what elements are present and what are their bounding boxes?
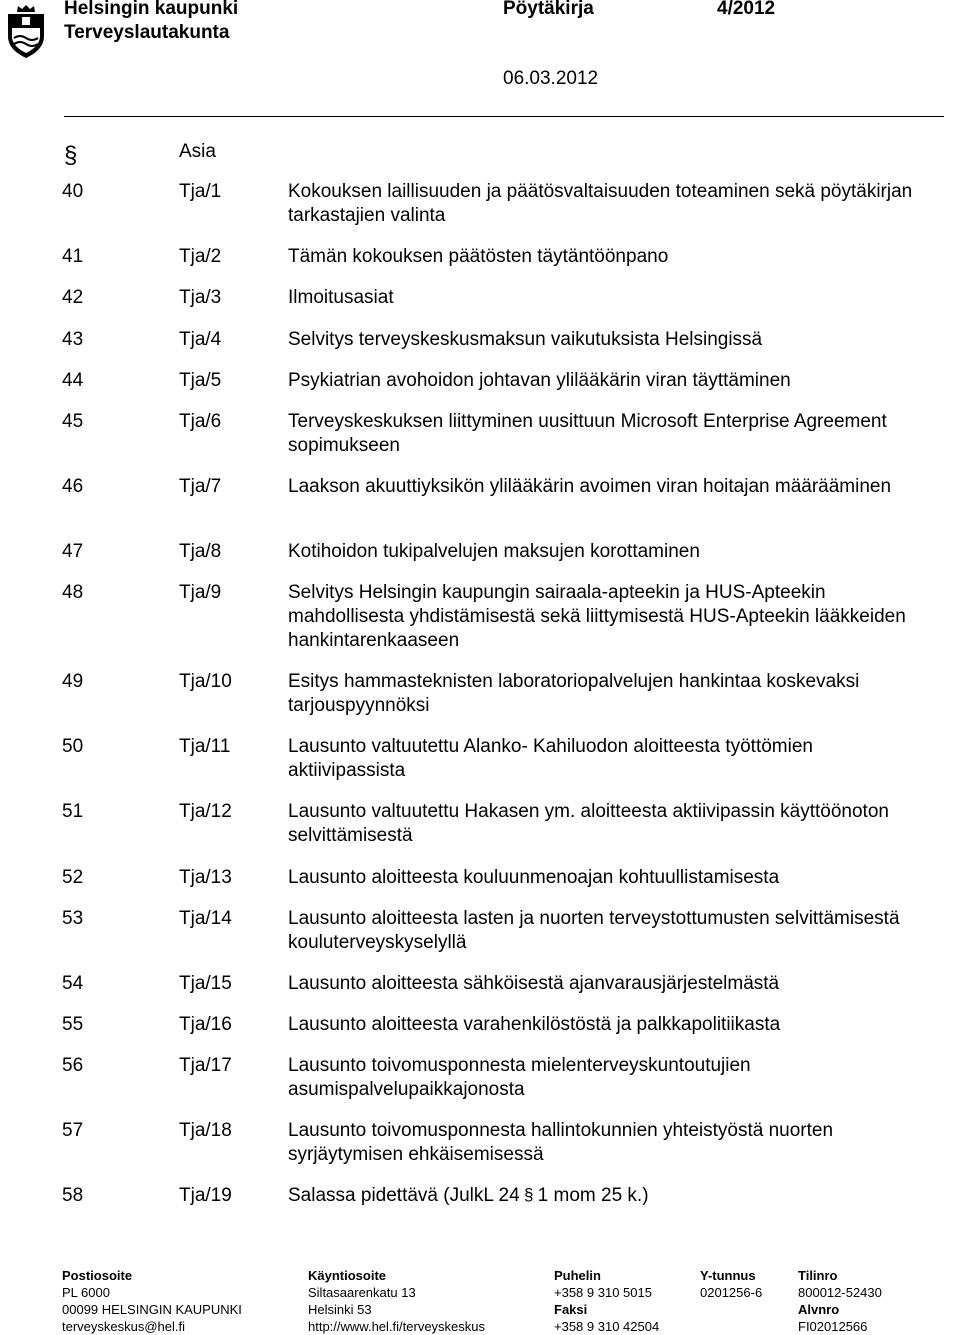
footer-postal-address (62, 1267, 242, 1335)
item-title: Lausunto aloitteesta kouluunmenoajan kohtuullistamisesta (288, 867, 780, 888)
section-sign-icon (524, 1184, 534, 1204)
item-number: 52 (62, 867, 84, 888)
footer-line: Siltasaarenkatu 13 (308, 1285, 416, 1300)
item-code: Tja/9 (179, 582, 222, 603)
document-number: 4/2012 (717, 0, 776, 19)
item-title: Laakson akuuttiyksikön ylilääkärin avoimen viran hoitajan määrääminen (288, 476, 892, 497)
item-code: Tja/12 (179, 801, 232, 822)
item-title-part: Salassa pidettävä (JulkL 24 (288, 1185, 520, 1206)
helsinki-crest-logo (4, 2, 48, 60)
footer-account-number: 800012-52430 (798, 1285, 882, 1300)
svg-text:§: § (523, 1185, 534, 1204)
item-code: Tja/8 (179, 541, 222, 562)
item-number: 43 (62, 329, 84, 350)
footer-line: PL 6000 (62, 1285, 110, 1300)
item-code: Tja/4 (179, 329, 222, 350)
item-code: Tja/6 (179, 411, 222, 432)
item-code: Tja/19 (179, 1185, 232, 1206)
item-number: 41 (62, 246, 84, 267)
footer-line: Helsinki 53 (308, 1302, 372, 1317)
footer-visiting-address (308, 1267, 485, 1335)
item-code: Tja/14 (179, 908, 232, 929)
footer-phone (554, 1267, 659, 1335)
item-title: Lausunto aloitteesta lasten ja nuorten terveystottumusten selvittämisestä kouluterveyskyselyllä (288, 908, 900, 953)
organization-name: Helsingin kaupunki (64, 0, 239, 19)
item-code: Tja/15 (179, 973, 232, 994)
item-number: 54 (62, 973, 84, 994)
footer-label: Postiosoite (62, 1268, 133, 1283)
item-code: Tja/16 (179, 1014, 232, 1035)
item-title-part: 1 mom 25 k.) (537, 1185, 649, 1206)
item-title: Lausunto valtuutettu Hakasen ym. aloitteesta aktiivipassin käyttöönoton selvittämisestä (288, 801, 889, 846)
item-title: Kotihoidon tukipalvelujen maksujen korottaminen (288, 541, 700, 562)
footer-website-link[interactable]: http://www.hel.fi/terveyskeskus (308, 1319, 486, 1334)
footer-label: Faksi (554, 1302, 588, 1317)
footer-vat-number: FI02012566 (798, 1319, 868, 1334)
section-sign-icon (64, 141, 84, 169)
item-number: 51 (62, 801, 84, 822)
item-code: Tja/11 (179, 736, 231, 757)
item-title: Tämän kokouksen päätösten täytäntöönpano (288, 246, 669, 267)
footer-fax-number: +358 9 310 42504 (554, 1319, 660, 1334)
department-name: Terveyslautakunta (64, 22, 230, 43)
item-title: Ilmoitusasiat (288, 287, 394, 308)
footer-account (798, 1267, 882, 1335)
footer-business-id-value: 0201256-6 (700, 1285, 763, 1300)
item-number: 46 (62, 476, 84, 497)
footer-line: 00099 HELSINGIN KAUPUNKI (62, 1302, 242, 1317)
footer-label: Alvnro (798, 1302, 840, 1317)
item-title: Terveyskeskuksen liittyminen uusittuun Microsoft Enterprise Agreement sopimukseen (288, 411, 887, 456)
item-title: Psykiatrian avohoidon johtavan ylilääkärin viran täyttäminen (288, 370, 791, 391)
footer-label: Tilinro (798, 1268, 838, 1283)
item-number: 44 (62, 370, 84, 391)
item-number: 57 (62, 1120, 84, 1141)
item-title: Lausunto valtuutettu Alanko- Kahiluodon aloitteesta työttömien aktiivipassista (288, 736, 813, 781)
item-title (288, 1184, 928, 1208)
item-code: Tja/1 (179, 181, 222, 202)
item-code: Tja/17 (179, 1055, 232, 1076)
footer-business-id (700, 1267, 762, 1301)
document-date: 06.03.2012 (503, 68, 599, 89)
list-heading: Asia (179, 141, 216, 162)
footer-phone-number: +358 9 310 5015 (554, 1285, 652, 1300)
item-title: Lausunto toivomusponnesta mielenterveyskuntoutujien asumispalvelupaikkajonosta (288, 1055, 751, 1100)
footer-label: Y-tunnus (700, 1268, 756, 1283)
item-title: Kokouksen laillisuuden ja päätösvaltaisuuden toteaminen sekä pöytäkirjan tarkastajien valinta (288, 181, 913, 226)
item-code: Tja/10 (179, 671, 232, 692)
header-divider (64, 116, 944, 117)
item-number: 47 (62, 541, 84, 562)
item-code: Tja/3 (179, 287, 222, 308)
item-number: 40 (62, 181, 84, 202)
item-number: 49 (62, 671, 84, 692)
item-code: Tja/5 (179, 370, 222, 391)
footer-label: Puhelin (554, 1268, 601, 1283)
item-title: Lausunto toivomusponnesta hallintokunnien yhteistyöstä nuorten syrjäytymisen ehkäisemisessä (288, 1120, 834, 1165)
item-number: 50 (62, 736, 84, 757)
item-title: Lausunto aloitteesta sähköisestä ajanvarausjärjestelmästä (288, 973, 780, 994)
item-number: 42 (62, 287, 84, 308)
item-code: Tja/2 (179, 246, 222, 267)
item-number: 56 (62, 1055, 84, 1076)
footer-label: Käyntiosoite (308, 1268, 387, 1283)
document-type: Pöytäkirja (503, 0, 594, 19)
item-title: Esitys hammasteknisten laboratoriopalvelujen hankintaa koskevaksi tarjouspyynnöksi (288, 671, 860, 716)
footer-email-link[interactable]: terveyskeskus@hel.fi (62, 1319, 186, 1334)
item-title: Selvitys Helsingin kaupungin sairaala-apteekin ja HUS-Apteekin mahdollisesta yhdistämisestä sekä liittymisestä HUS-Apteekin lääkkeiden hankintarenkaaseen (288, 582, 906, 651)
item-number: 53 (62, 908, 84, 929)
item-code: Tja/7 (179, 476, 222, 497)
item-code: Tja/18 (179, 1120, 232, 1141)
item-title: Selvitys terveyskeskusmaksun vaikutuksista Helsingissä (288, 329, 763, 350)
item-title: Lausunto aloitteesta varahenkilöstöstä ja palkkapolitiikasta (288, 1014, 781, 1035)
item-number: 58 (62, 1185, 84, 1206)
item-number: 45 (62, 411, 84, 432)
item-number: 55 (62, 1014, 84, 1035)
item-number: 48 (62, 582, 84, 603)
item-code: Tja/13 (179, 867, 232, 888)
svg-text:§: § (64, 142, 78, 169)
